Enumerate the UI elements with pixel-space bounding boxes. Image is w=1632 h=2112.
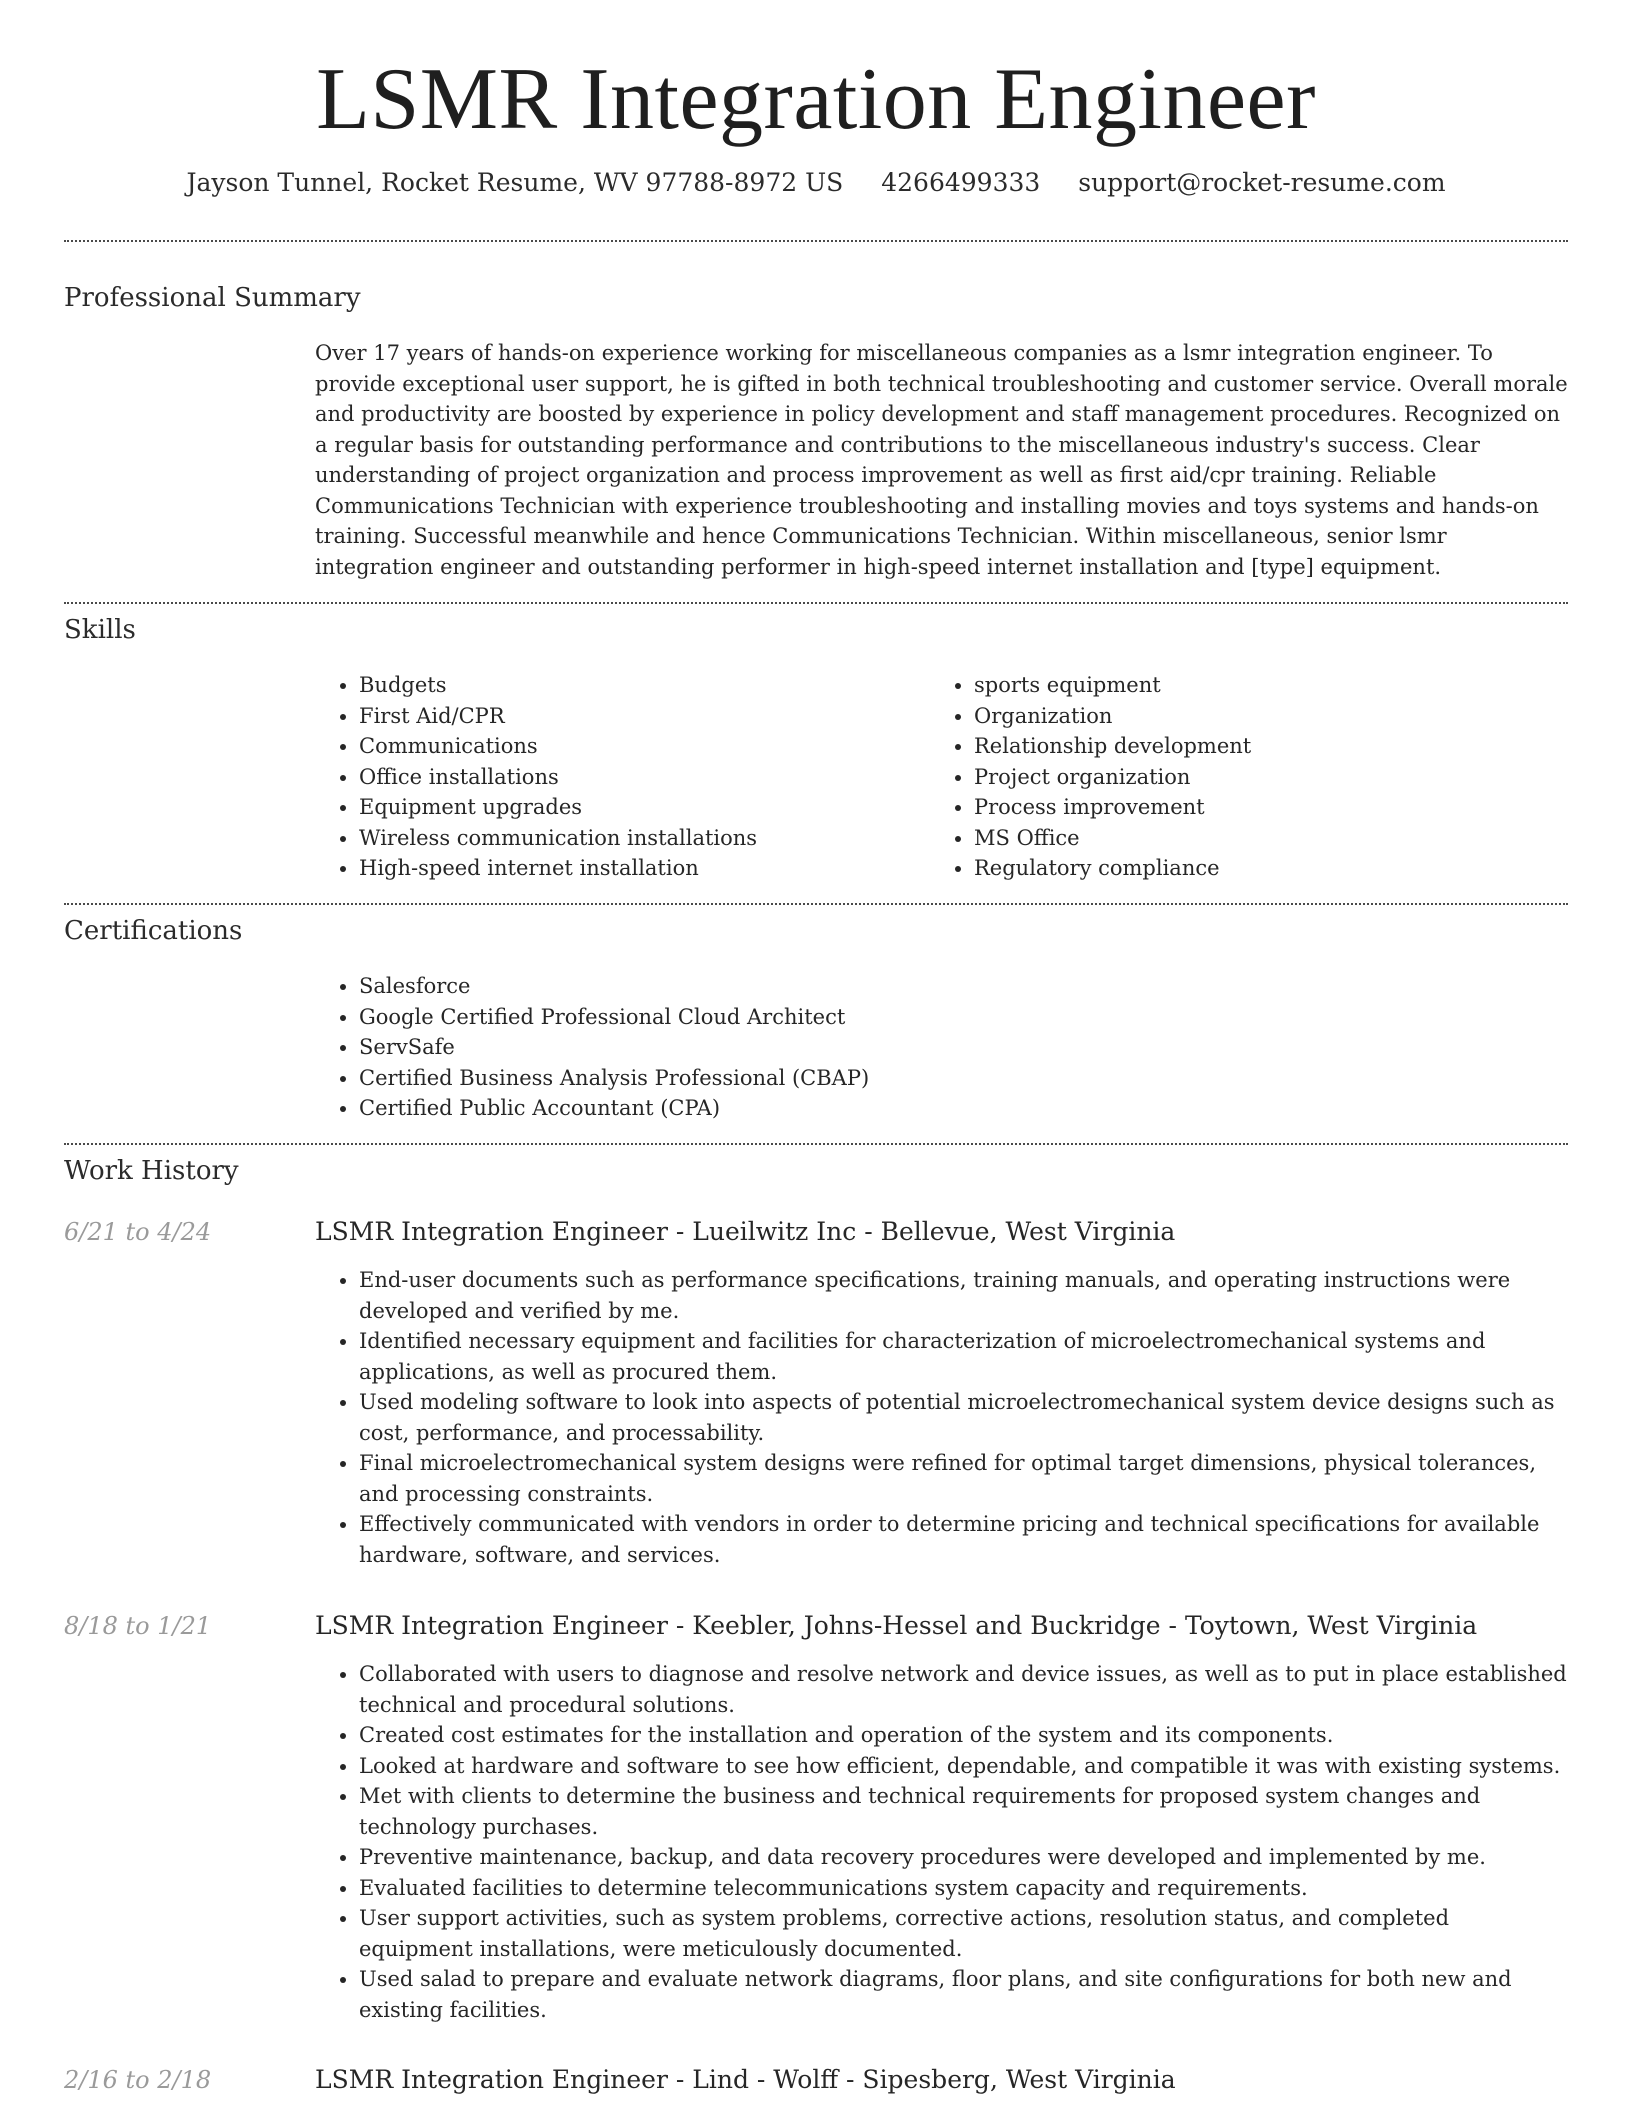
job-duty-item: • Final microelectromechanical system designs were refined for optimal target dimensions, physical tolerances, and processing constraints. (359, 1448, 1568, 1509)
section-divider (64, 1143, 1568, 1145)
summary-section (315, 338, 1568, 582)
job-dates: 6/21 to 4/24 (64, 1218, 212, 1246)
job-duty-item: • Used modeling software to look into aspects of potential microelectromechanical system device designs such as cost, performance, and processability. (359, 1387, 1568, 1448)
job-duty-item: • User support activities, such as system problems, corrective actions, resolution status, and completed equipment installations, were meticulously documented. (359, 1903, 1568, 1964)
skills-heading: Skills (64, 615, 136, 645)
contact-email: support@rocket-resume.com (1078, 168, 1446, 197)
job-duty-item: • Created cost estimates for the installation and operation of the system and its components. (359, 1720, 1568, 1751)
skill-item: • Organization (974, 701, 1550, 732)
candidate-name: LSMR Integration Engineer (316, 51, 1316, 148)
job-duty-item: • End-user documents such as performance specifications, training manuals, and operating instructions were developed and verified by me. (359, 1265, 1568, 1326)
contact-phone: 4266499333 (881, 168, 1041, 197)
certification-item: • Google Certified Professional Cloud Architect (359, 1002, 1568, 1033)
job-duty-item: • Looked at hardware and software to see how efficient, dependable, and compatible it was with existing systems. (359, 1751, 1568, 1782)
skill-item: • Project organization (974, 762, 1550, 793)
resume-header (64, 48, 1568, 200)
certification-item: • Certified Business Analysis Professional (CBAP) (359, 1063, 1568, 1094)
summary-heading: Professional Summary (64, 283, 361, 313)
section-divider (64, 240, 1568, 242)
job-duty-item: • Identified necessary equipment and facilities for characterization of microelectromechanical systems and applications, as well as procured them. (359, 1326, 1568, 1387)
certification-item: • Certified Public Accountant (CPA) (359, 1093, 1568, 1124)
contact-line (64, 166, 1568, 200)
skills-left-column (315, 670, 915, 884)
job-duty-item: • Preventive maintenance, backup, and data recovery procedures were developed and implemented by me. (359, 1842, 1568, 1873)
section-divider (64, 602, 1568, 604)
summary-text: Over 17 years of hands-on experience working for miscellaneous companies as a lsmr integration engineer. To provide exceptional user support, he is gifted in both technical troubleshooting and customer service. Overall morale and productivity are boosted by experience in policy development and staff management procedures. Recognized on a regular basis for outstanding performance and contributions to the miscellaneous industry's success. Clear understanding of project organization and process improvement as well as first aid/cpr training. Reliable Communications Technician with experience troubleshooting and installing movies and toys systems and hands-on training. Successful meanwhile and hence Communications Technician. Within miscellaneous, senior lsmr integration engineer and outstanding performer in high-speed internet installation and [type] equipment. (315, 341, 1568, 579)
skill-item: • High-speed internet installation (359, 853, 915, 884)
work-history-heading: Work History (64, 1156, 239, 1186)
skill-item: • sports equipment (974, 670, 1550, 701)
skill-item: • MS Office (974, 823, 1550, 854)
skill-item: • Communications (359, 731, 915, 762)
skill-item: • Wireless communication installations (359, 823, 915, 854)
skill-item: • Equipment upgrades (359, 792, 915, 823)
skill-item: • Regulatory compliance (974, 853, 1550, 884)
job-duties (315, 1265, 1568, 1570)
certification-item: • ServSafe (359, 1032, 1568, 1063)
job-duty-item: • Evaluated facilities to determine telecommunications system capacity and requirements. (359, 1873, 1568, 1904)
skill-item: • Office installations (359, 762, 915, 793)
certification-item: • Salesforce (359, 971, 1568, 1002)
job-duties (315, 1659, 1568, 2025)
job-title: LSMR Integration Engineer - Lind - Wolff - Sipesberg, West Virginia (315, 2065, 1176, 2094)
job-title: LSMR Integration Engineer - Keebler, Johns-Hessel and Buckridge - Toytown, West Virginia (315, 1611, 1478, 1640)
skill-item: • Budgets (359, 670, 915, 701)
job-duty-item: • Used salad to prepare and evaluate network diagrams, floor plans, and site configurations for both new and existing facilities. (359, 1964, 1568, 2025)
job-title: LSMR Integration Engineer - Lueilwitz Inc - Bellevue, West Virginia (315, 1217, 1176, 1246)
skill-item: • First Aid/CPR (359, 701, 915, 732)
job-duty-item: • Collaborated with users to diagnose and resolve network and device issues, as well as to put in place established technical and procedural solutions. (359, 1659, 1568, 1720)
skill-item: • Relationship development (974, 731, 1550, 762)
job-dates: 8/18 to 1/21 (64, 1612, 212, 1640)
skill-item: • Process improvement (974, 792, 1550, 823)
contact-address: Jayson Tunnel, Rocket Resume, WV 97788-8972 US (186, 168, 844, 197)
job-dates: 2/16 to 2/18 (64, 2066, 212, 2094)
certifications-list (315, 971, 1568, 1124)
job-duty-item: • Effectively communicated with vendors in order to determine pricing and technical specifications for available hardware, software, and services. (359, 1509, 1568, 1570)
job-duty-item: • Met with clients to determine the business and technical requirements for proposed system changes and technology purchases. (359, 1781, 1568, 1842)
section-divider (64, 903, 1568, 905)
certifications-heading: Certifications (64, 916, 243, 946)
skills-right-column (930, 670, 1550, 884)
